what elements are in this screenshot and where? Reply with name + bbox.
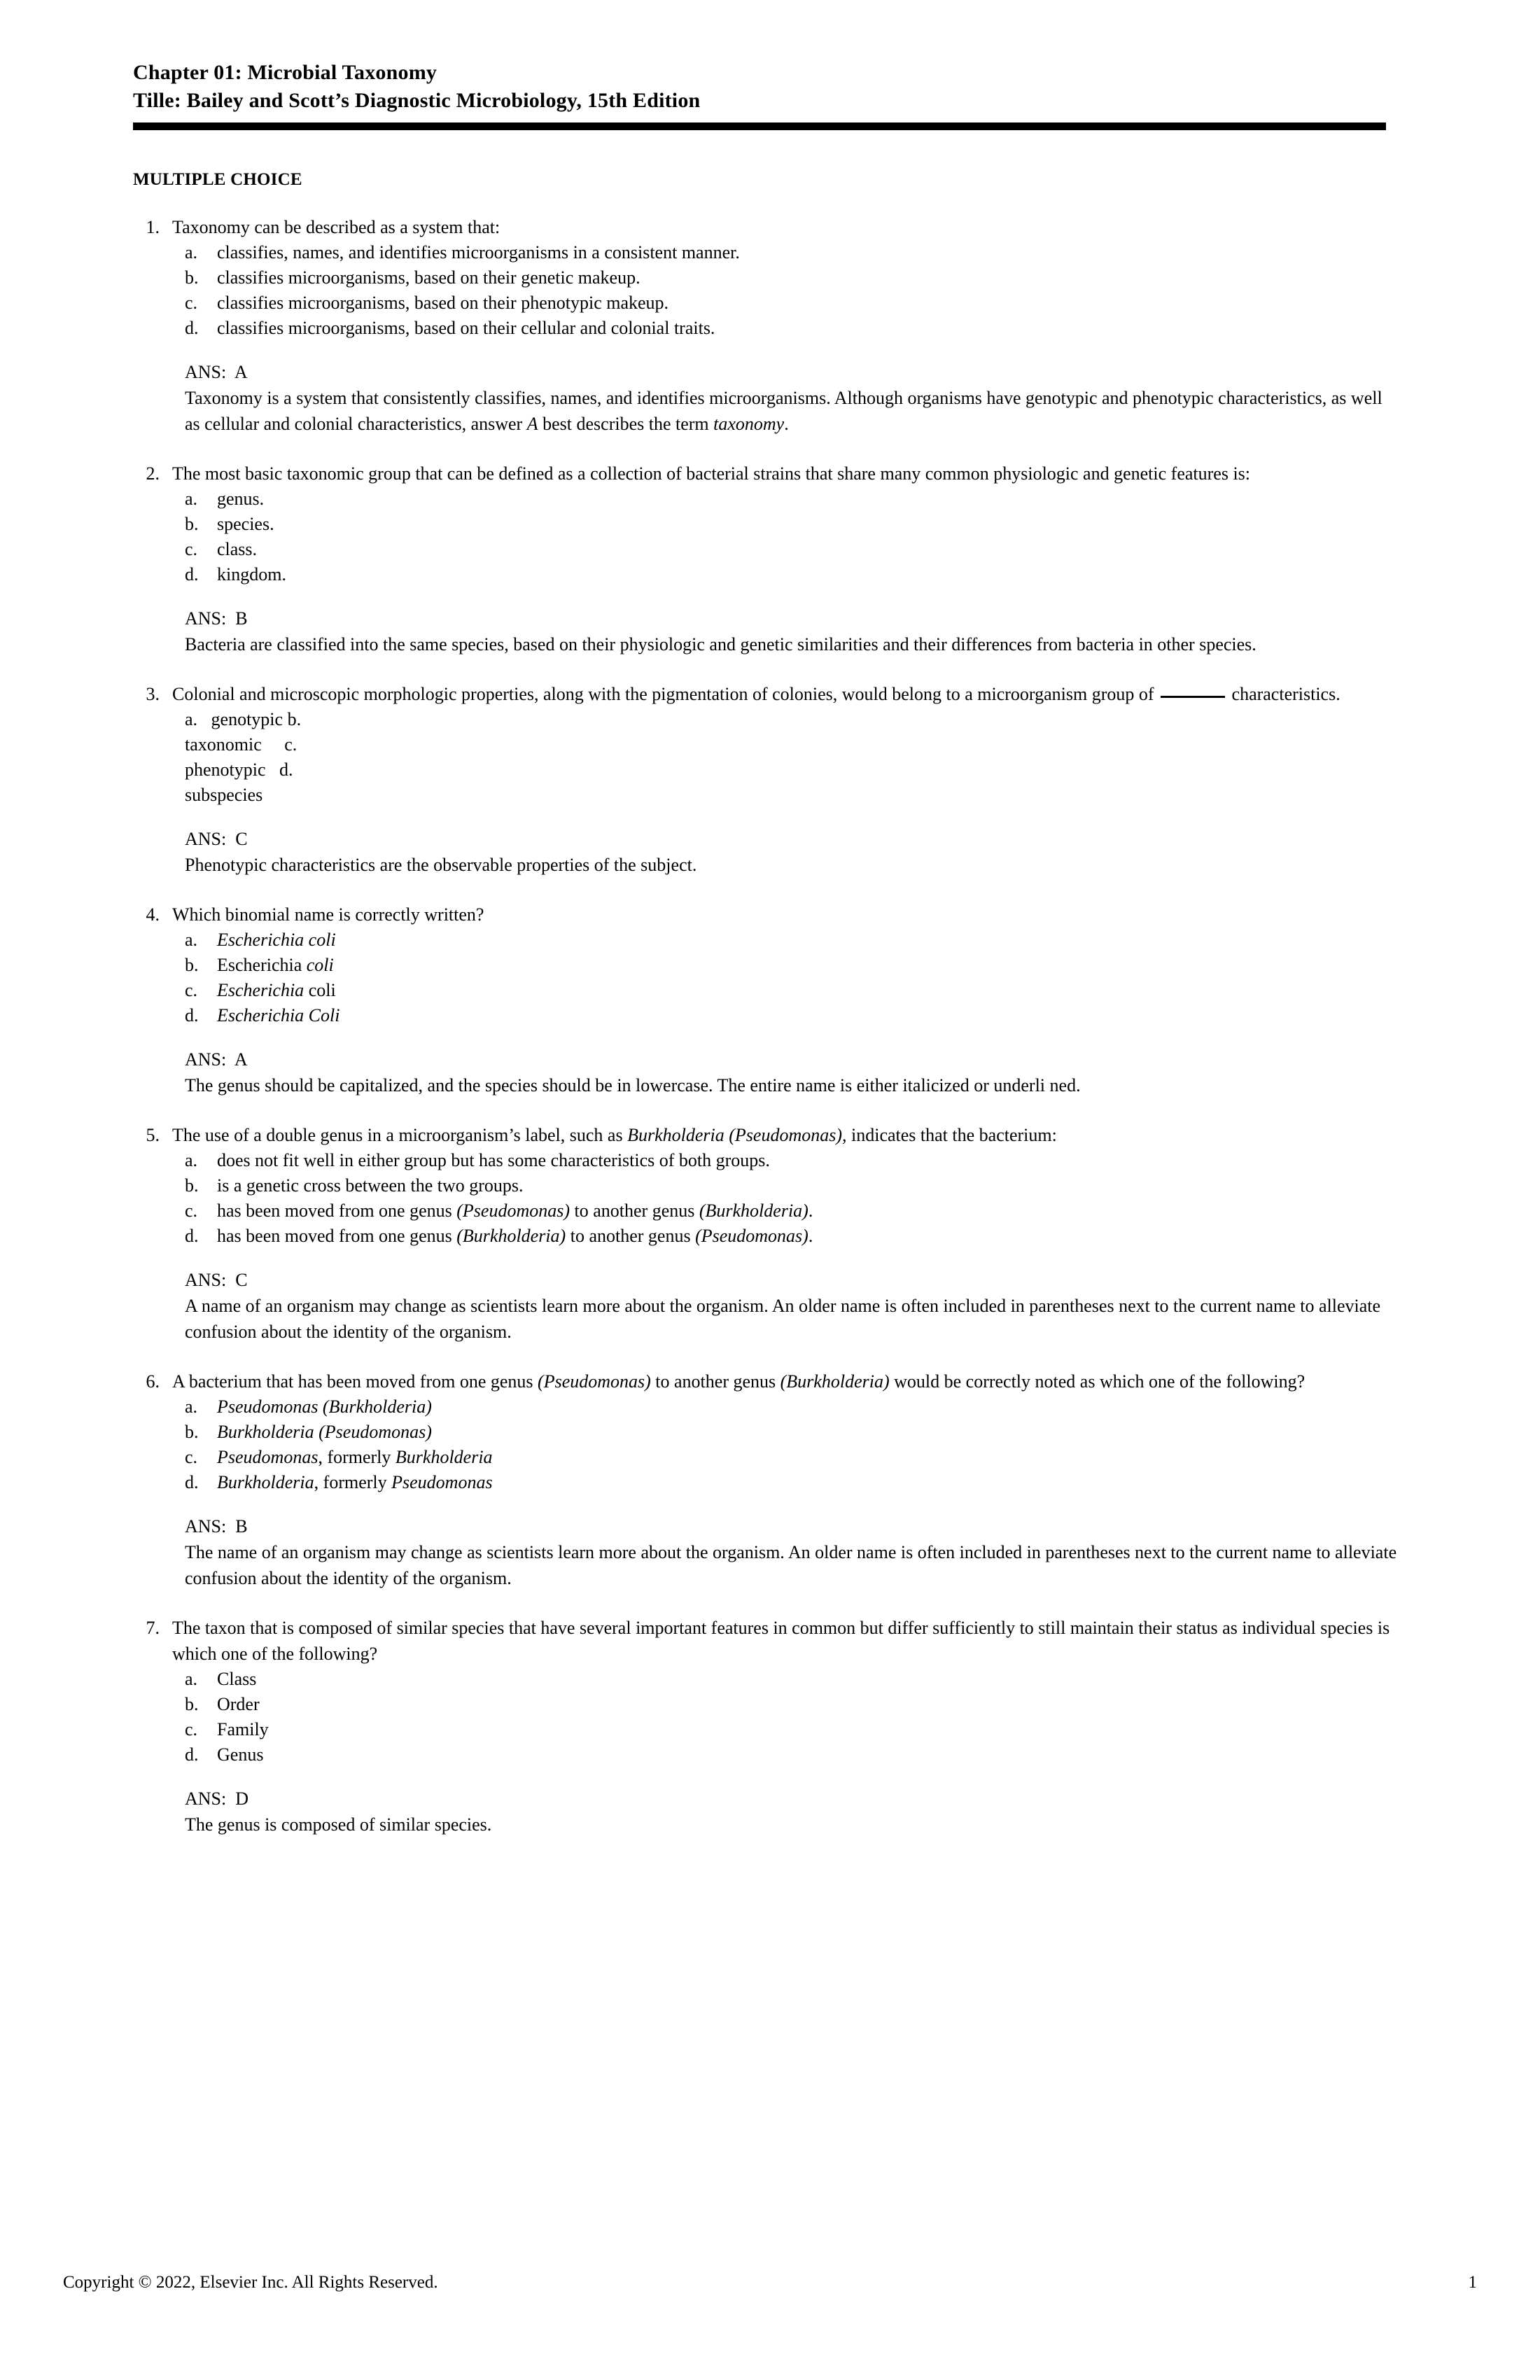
option-text: classifies microorganisms, based on their genetic makeup. <box>217 267 640 288</box>
option-plain: . <box>808 1200 813 1221</box>
option-item[interactable] <box>185 1394 1400 1420</box>
option-list <box>185 927 1400 1028</box>
option-item[interactable] <box>185 1003 1400 1028</box>
question-block <box>133 1368 1400 1591</box>
option-list <box>185 1148 1400 1249</box>
answer-explanation <box>185 385 1400 437</box>
question-stem: Taxonomy can be described as a system that: <box>172 217 500 237</box>
answer-label: ANS: <box>185 1270 227 1290</box>
question-number: 6. <box>146 1371 160 1392</box>
option-item[interactable] <box>185 486 1400 512</box>
option-plain: , formerly <box>318 1447 396 1467</box>
option-italic: Pseudomonas <box>217 1447 318 1467</box>
option-item[interactable] <box>185 316 1400 341</box>
question-stem-italic: (Pseudomonas) <box>538 1371 651 1392</box>
option-list <box>185 240 1400 341</box>
section-title: MULTIPLE CHOICE <box>133 170 302 189</box>
option-italic: Pseudomonas (Burkholderia) <box>217 1396 432 1417</box>
answer-label: ANS: <box>185 1049 227 1070</box>
option-text: species. <box>217 514 274 534</box>
header-divider-rule <box>133 122 1386 130</box>
option-label: c. <box>185 539 198 559</box>
question-stem: Which binomial name is correctly written? <box>172 904 484 925</box>
question-stem-part: characteristics. <box>1227 684 1340 704</box>
document-body <box>133 168 1400 1861</box>
answer-value: B <box>235 608 248 629</box>
option-label: d. <box>185 1005 199 1026</box>
option-text <box>217 953 1400 978</box>
option-italic: Escherichia Coli <box>217 1005 340 1026</box>
option-label: c. <box>185 980 198 1000</box>
answer-block <box>185 1046 1400 1098</box>
option-label: b. <box>185 267 199 288</box>
question-number: 4. <box>146 904 160 925</box>
option-italic: Escherichia <box>217 980 304 1000</box>
question-stem-part: The use of a double genus in a microorganism’s label, such as <box>172 1125 628 1145</box>
question-number: 3. <box>146 684 160 704</box>
answer-label: ANS: <box>185 608 227 629</box>
option-italic: coli <box>306 955 334 975</box>
answer-line <box>185 1786 1400 1812</box>
answer-value: D <box>235 1788 249 1809</box>
answer-line <box>185 1513 1400 1539</box>
option-label: d. <box>185 1472 199 1492</box>
answer-line <box>185 1046 1400 1072</box>
page-footer <box>63 2272 1477 2294</box>
option-text: is a genetic cross between the two groups. <box>217 1175 524 1196</box>
answer-value: C <box>235 1270 248 1290</box>
option-text <box>217 1198 1400 1224</box>
option-italic: (Pseudomonas) <box>456 1200 570 1221</box>
answer-line <box>185 359 1400 385</box>
answer-label: ANS: <box>185 1788 227 1809</box>
option-item[interactable] <box>185 537 1400 562</box>
question-stem-italic: (Burkholderia) <box>780 1371 890 1392</box>
option-plain: , formerly <box>314 1472 392 1492</box>
option-item[interactable] <box>185 927 1400 953</box>
option-text: classifies microorganisms, based on their phenotypic makeup. <box>217 293 669 313</box>
option-label: c. <box>185 293 198 313</box>
option-item[interactable] <box>185 1692 1400 1717</box>
question-stem-part: to another genus <box>650 1371 780 1392</box>
explanation-part: . <box>784 414 789 434</box>
question-stem: The most basic taxonomic group that can be defined as a collection of bacterial strains that share many common physiologic and genetic features is: <box>172 463 1251 484</box>
page-header <box>133 59 1379 115</box>
option-text <box>217 927 1400 953</box>
option-item[interactable] <box>185 1667 1400 1692</box>
option-item[interactable] <box>185 1470 1400 1495</box>
option-label: d. <box>185 564 199 584</box>
option-plain: coli <box>304 980 336 1000</box>
question-block <box>133 681 1400 878</box>
header-title: Tille: Bailey and Scott’s Diagnostic Microbiology, 15th Edition <box>133 89 701 112</box>
option-text <box>217 1445 1400 1470</box>
option-item[interactable] <box>185 265 1400 290</box>
option-item[interactable] <box>185 512 1400 537</box>
option-text: Class <box>217 1669 257 1689</box>
footer-page-number: 1 <box>1468 2273 1477 2292</box>
option-text: does not fit well in either group but has some characteristics of both groups. <box>217 1150 770 1170</box>
option-item[interactable] <box>185 978 1400 1003</box>
option-item[interactable] <box>185 1445 1400 1470</box>
answer-block <box>185 1267 1400 1345</box>
answer-block <box>185 359 1400 437</box>
option-text: kingdom. <box>217 564 286 584</box>
question-number: 2. <box>146 463 160 484</box>
answer-explanation: Bacteria are classified into the same species, based on their physiologic and genetic similarities and their differences from bacteria in other species. <box>185 634 1256 654</box>
option-plain: has been moved from one genus <box>217 1200 457 1221</box>
answer-block <box>185 1513 1400 1591</box>
option-italic: Burkholderia (Pseudomonas) <box>217 1422 432 1442</box>
option-plain: to another genus <box>570 1200 699 1221</box>
option-list <box>185 1394 1400 1495</box>
option-item[interactable] <box>185 1224 1400 1249</box>
option-item[interactable] <box>185 240 1400 265</box>
option-label: c. <box>185 1200 198 1221</box>
option-text <box>217 1394 1400 1420</box>
explanation-emphasis: taxonomy <box>713 414 785 434</box>
answer-explanation: The genus should be capitalized, and the species should be in lowercase. The entire name is either italicized or underli ned. <box>185 1075 1081 1096</box>
question-number: 5. <box>146 1125 160 1145</box>
option-item[interactable] <box>185 1148 1400 1173</box>
question-stem: The taxon that is composed of similar species that have several important features in common but differ sufficiently to still maintain their status as individual species is which one of the following? <box>172 1618 1390 1664</box>
question-stem <box>172 1122 1400 1148</box>
option-italic: Burkholderia <box>217 1472 314 1492</box>
option-label: a. <box>185 930 198 950</box>
option-plain: . <box>808 1226 813 1246</box>
option-text: Order <box>217 1694 260 1714</box>
option-item[interactable] <box>185 953 1400 978</box>
option-italic: (Burkholderia) <box>699 1200 808 1221</box>
fill-in-blank <box>1161 696 1225 698</box>
option-item[interactable] <box>185 1198 1400 1224</box>
option-label: b. <box>185 955 199 975</box>
option-plain: has been moved from one genus <box>217 1226 457 1246</box>
question-stem-italic: Burkholderia (Pseudomonas), <box>627 1125 847 1145</box>
option-italic: Escherichia coli <box>217 930 336 950</box>
question-stem-part: indicates that the bacterium: <box>846 1125 1057 1145</box>
option-italic: (Burkholderia) <box>456 1226 566 1246</box>
option-text <box>217 1003 1400 1028</box>
answer-block <box>185 606 1400 657</box>
question-stem <box>172 1368 1400 1394</box>
option-list <box>185 1667 1400 1768</box>
option-italic: (Pseudomonas) <box>695 1226 808 1246</box>
option-plain: to another genus <box>566 1226 696 1246</box>
answer-label: ANS: <box>185 829 227 849</box>
option-text <box>217 1224 1400 1249</box>
option-item[interactable]: a. genotypic b. <box>185 709 302 729</box>
option-item[interactable]: subspecies <box>185 785 263 805</box>
question-block <box>133 902 1400 1098</box>
question-number: 1. <box>146 217 160 237</box>
option-label: b. <box>185 514 199 534</box>
option-item[interactable] <box>185 1420 1400 1445</box>
option-label: b. <box>185 1422 199 1442</box>
question-block <box>133 461 1400 657</box>
question-block <box>133 1122 1400 1345</box>
question-stem-part: A bacterium that has been moved from one genus <box>172 1371 538 1392</box>
header-chapter: Chapter 01: Microbial Taxonomy <box>133 61 438 84</box>
option-text: Family <box>217 1719 269 1740</box>
explanation-part: best describes the term <box>538 414 714 434</box>
answer-block <box>185 826 1400 878</box>
option-item[interactable] <box>185 1717 1400 1742</box>
question-stem <box>172 681 1400 707</box>
option-item[interactable] <box>185 1742 1400 1768</box>
question-block <box>133 1615 1400 1837</box>
question-block <box>133 214 1400 437</box>
question-number: 7. <box>146 1618 160 1638</box>
option-italic: Pseudomonas <box>391 1472 493 1492</box>
option-label: d. <box>185 1226 199 1246</box>
option-item[interactable] <box>185 562 1400 587</box>
option-label: c. <box>185 1719 198 1740</box>
answer-block <box>185 1786 1400 1837</box>
answer-value: C <box>235 829 248 849</box>
option-text: genus. <box>217 489 265 509</box>
explanation-emphasis: A <box>526 414 538 434</box>
option-item[interactable] <box>185 1173 1400 1198</box>
option-text: classifies, names, and identifies microorganisms in a consistent manner. <box>217 242 740 262</box>
option-text: class. <box>217 539 258 559</box>
option-label: b. <box>185 1175 199 1196</box>
option-text <box>217 978 1400 1003</box>
option-label: a. <box>185 1669 198 1689</box>
answer-line <box>185 1267 1400 1293</box>
option-item[interactable]: phenotypic d. <box>185 760 293 780</box>
option-list <box>185 486 1400 587</box>
option-label: d. <box>185 318 199 338</box>
option-label: d. <box>185 1744 199 1765</box>
footer-copyright: Copyright © 2022, Elsevier Inc. All Rights Reserved. <box>63 2273 438 2292</box>
option-label: a. <box>185 489 198 509</box>
question-stem-part: would be correctly noted as which one of the following? <box>889 1371 1306 1392</box>
explanation-part: Taxonomy is a system that consistently classifies, names, and identifies microorganisms. Although organisms have genotypic and phenotypic characteristics, as well as cellular and colonial characteristics, answer <box>185 388 1382 434</box>
answer-label: ANS: <box>185 362 227 382</box>
option-text <box>217 1470 1400 1495</box>
option-plain: Escherichia <box>217 955 307 975</box>
option-label: a. <box>185 1150 198 1170</box>
answer-explanation: The name of an organism may change as scientists learn more about the organism. An older name is often included in parentheses next to the current name to alleviate confusion about the identity of the organism. <box>185 1542 1397 1588</box>
answer-explanation: Phenotypic characteristics are the observable properties of the subject. <box>185 855 697 875</box>
option-label: c. <box>185 1447 198 1467</box>
option-label: b. <box>185 1694 199 1714</box>
option-text <box>217 1420 1400 1445</box>
option-list <box>185 707 1400 808</box>
answer-line <box>185 826 1400 852</box>
answer-value: A <box>234 1049 248 1070</box>
option-label: a. <box>185 1396 198 1417</box>
answer-value: A <box>234 362 248 382</box>
option-item[interactable] <box>185 290 1400 316</box>
answer-explanation: The genus is composed of similar species. <box>185 1814 492 1835</box>
answer-explanation: A name of an organism may change as scientists learn more about the organism. An older name is often included in parentheses next to the current name to alleviate confusion about the identity of the organism. <box>185 1296 1381 1342</box>
option-item[interactable]: taxonomic c. <box>185 734 298 755</box>
option-text: classifies microorganisms, based on their cellular and colonial traits. <box>217 318 715 338</box>
answer-value: B <box>235 1516 248 1536</box>
option-italic: Burkholderia <box>395 1447 493 1467</box>
answer-label: ANS: <box>185 1516 227 1536</box>
option-text: Genus <box>217 1744 264 1765</box>
question-stem-part: Colonial and microscopic morphologic properties, along with the pigmentation of colonies, would belong to a microorganism group of <box>172 684 1159 704</box>
answer-line <box>185 606 1400 631</box>
option-label: a. <box>185 242 198 262</box>
